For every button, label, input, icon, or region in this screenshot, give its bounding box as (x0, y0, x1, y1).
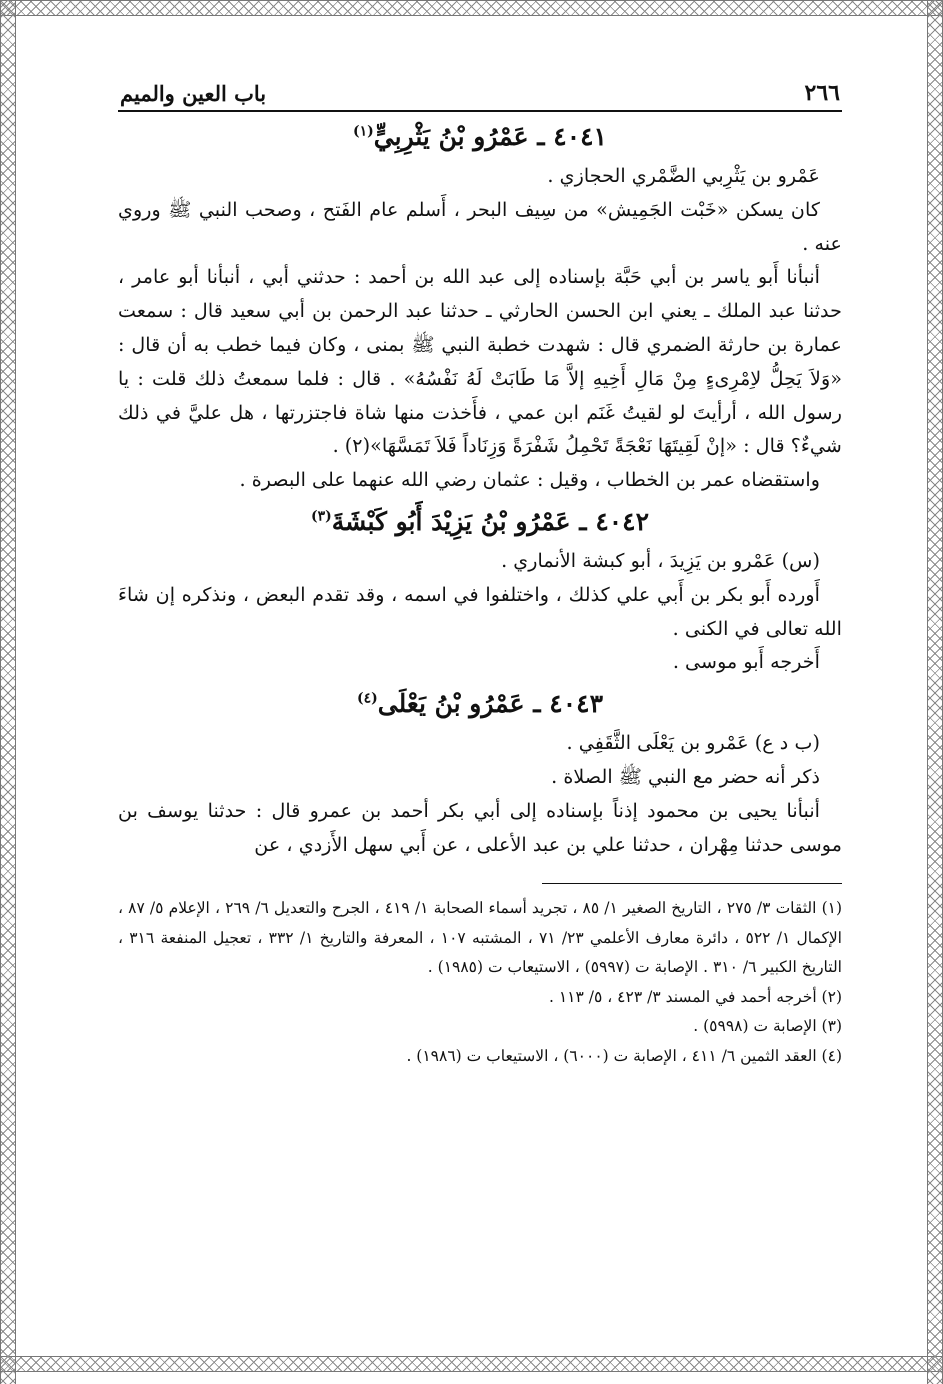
footnote: (٣) الإصابة ت (٥٩٩٨) . (693, 1017, 842, 1036)
book-page (118, 62, 842, 1352)
footnote-separator (542, 883, 842, 884)
footnote-ref-4: (٤) (357, 690, 378, 707)
bottom-border-ornament (0, 1356, 943, 1372)
entry-paragraph: أَخرجه أَبو موسى . (672, 650, 820, 674)
entry-name-line: (س) عَمْرو بن يَزِيدَ ، أبو كبشة الأنماري . (501, 548, 820, 572)
entry-paragraph: أَورده أَبو بكر بن أَبي علي كذلك ، واختلفوا في اسمه ، وقد تقدم البعض ، ونذكره إن شاءَ الله تعالى في الكنى . (118, 582, 842, 640)
left-border-ornament (0, 0, 16, 1384)
footnote: (١) الثقات ٣/ ٢٧٥ ، التاريخ الصغير ١/ ٨٥ ، تجريد أسماء الصحابة ١/ ٤١٩ ، الجرح والتعديل ٦/ ٢٦٩ ، الإعلام ٥/ ٨٧ ، الإكمال ١/ ٥٢٢ ، دائرة معارف الأعلمي ٢٣/ ٧١ ، المشتبه ١٠٧ ، المعرفة والتاريخ ١/ ٣٣٢ ، تعجيل المنفعة ٣١٦ ، التاريخ الكبير ٦/ ٣١٠ . الإصابة ت (٥٩٩٧) ، الاستيعاب ت (١٩٨٥) . (118, 899, 843, 977)
footnotes (118, 894, 842, 1071)
entry-paragraph: واستقضاه عمر بن الخطاب ، وقيل : عثمان رضي الله عنهما على البصرة . (239, 468, 820, 492)
footnote: (٤) العقد الثمين ٦/ ٤١١ ، الإصابة ت (٦٠٠٠) ، الاستيعاب ت (١٩٨٦) . (406, 1046, 842, 1065)
footnote-ref-3: (٣) (310, 508, 332, 525)
entry-title-4041: ٤٠٤١ ـ عَمْرُو بْنُ يَثْرِبِيٍّ$^{(١)}$ (353, 122, 607, 151)
entry-paragraph: كان يسكن «خَبْت الجَمِيش» من سِيف البحر ، أَسلم عام الفَتح ، وصحب النبي ﷺ وروي عنه . (118, 197, 842, 255)
entry-title-4043: ٤٠٤٣ ـ عَمْرُو بْنُ يَعْلَى$^{(٤)}$ (357, 689, 603, 719)
entry-name-line: (ب د ع) عَمْرو بن يَعْلَى الثَّقَفِي . (566, 731, 820, 755)
entry-paragraph: أنبأنا يحيى بن محمود إذناً بإسناده إلى أبي بكر أحمد بن عمرو قال : حدثنا يوسف بن موسى حدثنا مِهْران ، حدثنا علي بن عبد الأعلى ، عن أَبي سهل الأَزدي ، عن (118, 798, 842, 856)
entry-name-line: عَمْرو بن يَثْرِبي الضَّمْري الحجازي . (547, 164, 820, 187)
page-number: ٢٦٦ (804, 80, 840, 106)
entry-title-4042: ٤٠٤٢ ـ عَمْرُو بْنُ يَزِيْدَ أَبُو كَبْشَةَ$^{(٣)}$ (310, 506, 650, 536)
page-header (118, 62, 842, 112)
footnote-ref-1: (١) (353, 123, 374, 140)
footnote: (٢) أخرجه أحمد في المسند ٣/ ٤٢٣ ، ٥/ ١١٣ . (548, 987, 842, 1006)
entry-hadith-paragraph: أنبأنا أَبو ياسر بن أبي حَبَّة بإسناده إلى عبد الله بن أحمد : حدثني أبي ، أنبأنا أبو عامر ، حدثنا عبد الملك ـ يعني ابن الحسن الحارثي ـ حدثنا عبد الرحمن بن أبي سعيد قال : سمعت عمارة بن حارثة الضمري قال : شهدت خطبة النبي ﷺ بمنى ، وكان فيما خطب به أن قال : «وَلاَ يَحِلُّ لاِمْرِىءٍ مِنْ مَالِ أَخِيهِ إلاَّ مَا طَابَتْ لَهُ نَفْسُهُ» . قال : فلما سمعتُ ذلك قلت : يا رسول الله ، أرأيتَ لو لقيتُ غَنَم ابن عمي ، فأَخذت منها شاة فاجتزرتها ، هل عليَّ في ذلك شيءٌ؟ قال : «إنْ لَقِيتَهَا نَعْجَةً تَحْمِلُ شَفْرَةً وَزِنَاداً فَلاَ تَمَسَّهَا»(٢) . (118, 265, 842, 458)
top-border-ornament (0, 0, 943, 16)
right-border-ornament (927, 0, 943, 1384)
entry-paragraph: ذكر أنه حضر مع النبي ﷺ الصلاة . (551, 764, 820, 788)
running-title: باب العين والميم (120, 81, 267, 106)
